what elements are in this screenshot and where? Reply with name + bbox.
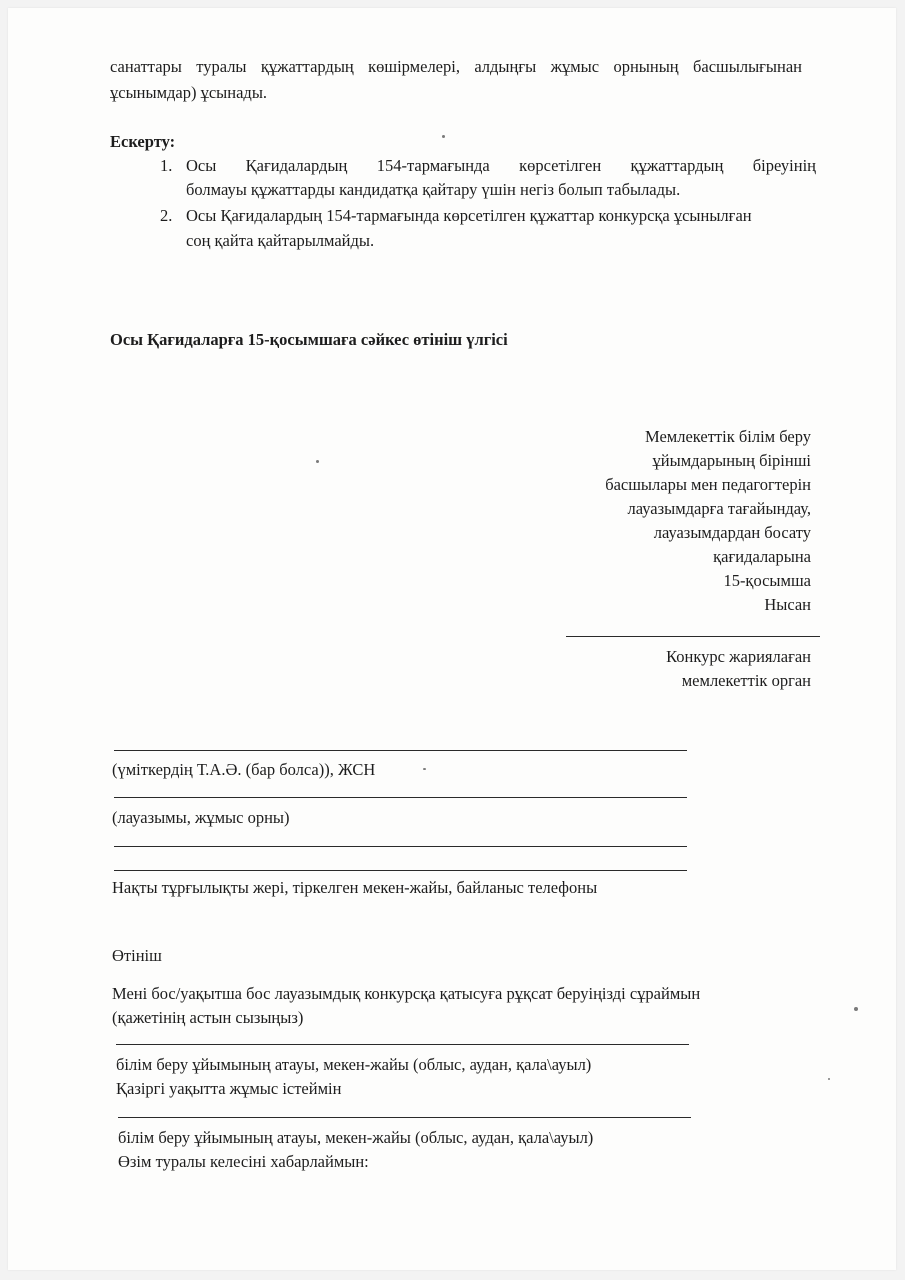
organization-caption-2: білім беру ұйымының атауы, мекен-жайы (облыс, аудан, қала\ауыл) — [118, 1128, 594, 1147]
position-blank-line — [114, 797, 687, 798]
request-line-2: (қажетінің астын сызыңыз) — [112, 1008, 304, 1027]
request-line-1: Мені бос/уақытша бос лауазымдық конкурсқа қатысуға рұқсат беруіңізді сұраймын — [112, 984, 701, 1003]
appendix-line: Мемлекеттік білім беру — [645, 427, 811, 446]
scan-speck — [442, 135, 445, 138]
organization-blank-line-2 — [118, 1117, 691, 1118]
address-blank-line-2 — [114, 870, 687, 871]
appendix-line: қағидаларына — [713, 547, 811, 566]
intro-line-1: санаттары туралы құжаттардың көшірмелері, алдыңғы жұмыс орнының басшылығынан — [110, 57, 802, 76]
recipient-blank-line — [566, 636, 820, 637]
note-item-2-line-1: Осы Қағидалардың 154-тармағында көрсетілген құжаттар конкурсқа ұсынылған — [186, 206, 752, 225]
applicant-blank-line — [114, 750, 687, 751]
recipient-line: Конкурс жариялаған — [666, 647, 811, 666]
appendix-line: лауазымдарға тағайындау, — [627, 499, 811, 518]
note-item-2-number: 2. — [160, 206, 173, 225]
sample-title: Осы Қағидаларға 15-қосымшаға сәйкес өтініш үлгісі — [110, 330, 508, 349]
document-page — [8, 8, 896, 1270]
appendix-line: ұйымдарының бірінші — [652, 451, 811, 470]
appendix-line: лауазымдардан босату — [653, 523, 811, 542]
note-heading: Ескерту: — [110, 132, 176, 151]
applicant-caption: (үміткердің Т.А.Ә. (бар болса)), ЖСН — [112, 760, 376, 779]
scan-speck — [316, 460, 319, 463]
address-blank-line-1 — [114, 846, 687, 847]
appendix-line: Нысан — [764, 595, 811, 614]
note-item-1-number: 1. — [160, 156, 173, 175]
recipient-line: мемлекеттік орган — [681, 671, 811, 690]
appendix-block — [605, 425, 811, 617]
application-heading: Өтініш — [112, 946, 162, 965]
appendix-line: 15-қосымша — [723, 571, 811, 590]
recipient-block — [666, 645, 811, 693]
scan-speck — [423, 768, 426, 770]
appendix-line: басшылары мен педагогтерін — [605, 475, 811, 494]
position-caption: (лауазымы, жұмыс орны) — [112, 808, 290, 827]
note-item-2-line-2: соң қайта қайтарылмайды. — [186, 231, 375, 250]
address-caption: Нақты тұрғылықты жері, тіркелген мекен-жайы, байланыс телефоны — [112, 878, 598, 897]
organization-blank-line-1 — [116, 1044, 689, 1045]
note-item-1-line-2: болмауы құжаттарды кандидатқа қайтару үшін негіз болып табылады. — [186, 180, 681, 199]
scan-speck — [854, 1007, 858, 1011]
intro-line-2: ұсынымдар) ұсынады. — [110, 83, 268, 102]
about-me-text: Өзім туралы келесіні хабарлаймын: — [118, 1152, 369, 1171]
note-item-1-line-1: Осы Қағидалардың 154-тармағында көрсетілген құжаттардың біреуінің — [186, 156, 816, 175]
current-job-text: Қазіргі уақытта жұмыс істеймін — [116, 1079, 342, 1098]
organization-caption-1: білім беру ұйымының атауы, мекен-жайы (облыс, аудан, қала\ауыл) — [116, 1055, 592, 1074]
scan-speck — [828, 1078, 830, 1080]
